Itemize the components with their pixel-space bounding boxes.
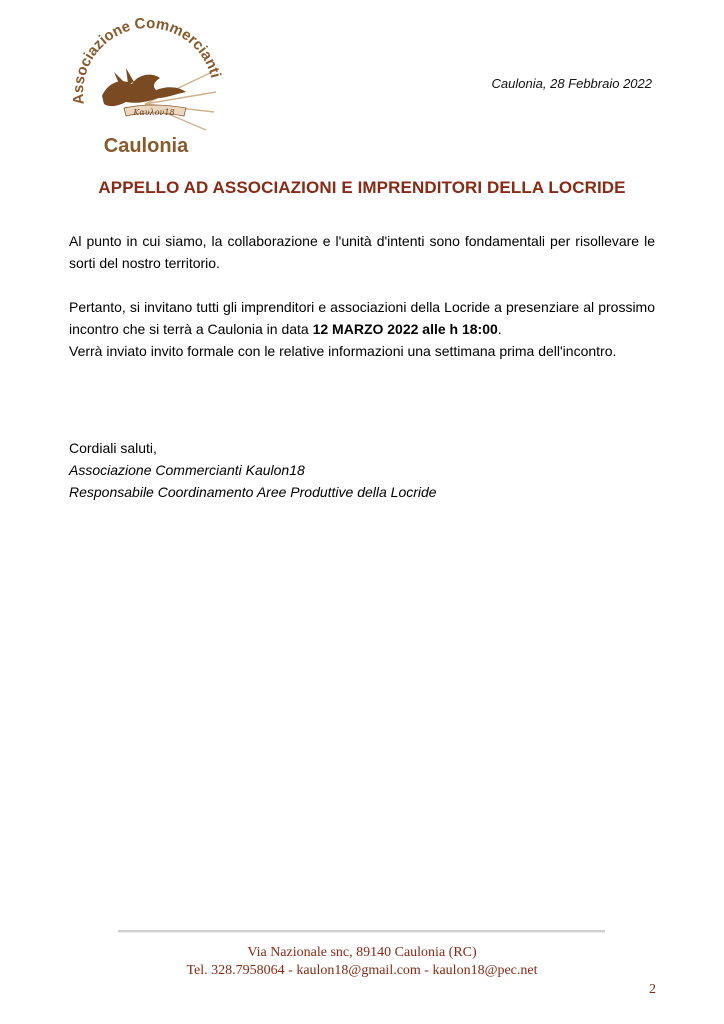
event-datetime: 12 MARZO 2022 alle h 18:00 — [312, 321, 498, 337]
paragraph-1: Al punto in cui siamo, la collaborazione e l'unità d'intenti sono fondamentali per risollevare le sorti del nostro territorio. — [69, 233, 655, 271]
association-logo — [62, 12, 228, 172]
logo-ribbon-text: Καυλον18 — [133, 108, 175, 117]
signoff — [69, 437, 437, 503]
paragraph-2-text: Pertanto, si invitano tutti gli imprenditori e associazioni della Locride a presenziare al prossimo incontro che si terrà a Caulonia in data — [69, 299, 655, 337]
footer — [0, 944, 724, 980]
letter-title: APPELLO AD ASSOCIAZIONI E IMPRENDITORI DELLA LOCRIDE — [98, 178, 626, 197]
hippocampus-icon — [102, 68, 186, 106]
logo-ring-text: Associazione Commercianti — [69, 14, 224, 106]
page-number: 2 — [649, 982, 656, 997]
footer-contacts: Tel. 328.7958064 - kaulon18@gmail.com - kaulon18@pec.net — [186, 963, 538, 978]
greeting: Cordiali saluti, — [69, 440, 157, 456]
signoff-org: Associazione Commercianti Kaulon18 — [69, 462, 305, 478]
paragraph-2 — [69, 296, 655, 340]
paragraph-2-end: . — [497, 321, 502, 337]
footer-divider — [118, 930, 605, 933]
signoff-role: Responsabile Coordinamento Aree Produttive della Locride — [69, 484, 437, 500]
letter-date: Caulonia, 28 Febbraio 2022 — [491, 76, 652, 91]
letter-body — [69, 230, 655, 362]
paragraph-3: Verrà inviato invito formale con le relative informazioni una settimana prima dell'incontro. — [69, 343, 617, 359]
footer-address: Via Nazionale snc, 89140 Caulonia (RC) — [247, 945, 477, 960]
logo-bottom-text: Caulonia — [103, 135, 189, 157]
